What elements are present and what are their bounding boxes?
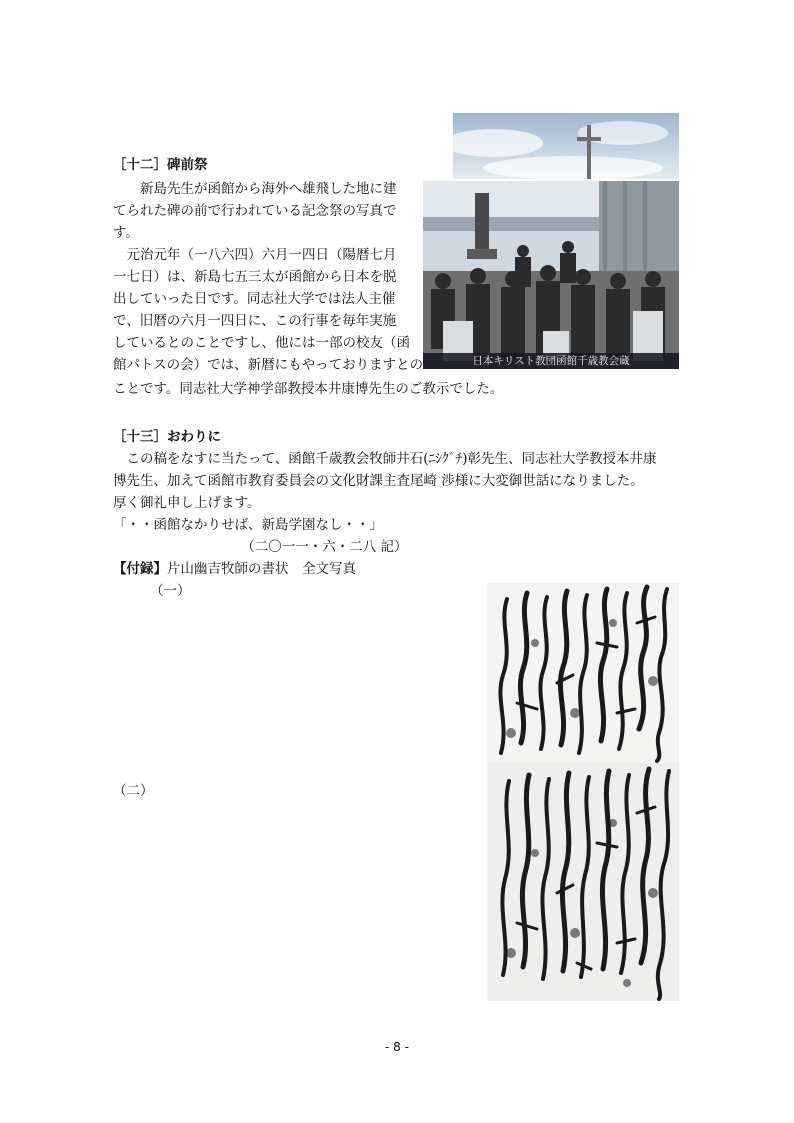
body-line: 一七日）は、新島七五三太が函館から日本を脱 bbox=[113, 269, 397, 285]
body-line: ことです。同志社大学神学部教授本井康博先生のご教示でした。 bbox=[113, 381, 504, 397]
body-line: す。 bbox=[113, 225, 139, 241]
calligraphy-icon bbox=[487, 763, 679, 1001]
appendix-part-label: （一） bbox=[150, 583, 191, 599]
body-line: 館パトスの会）では、新暦にもやっておりますとの bbox=[113, 357, 424, 373]
appendix-title: 片山幽吉牧師の書状 全文写真 bbox=[167, 561, 356, 577]
page-number: - 8 - bbox=[385, 1040, 409, 1054]
appendix-part-label: （二） bbox=[113, 783, 154, 799]
appendix-heading bbox=[113, 560, 356, 578]
memorial-cross-photo bbox=[453, 113, 679, 179]
letter-photo-part2 bbox=[487, 763, 679, 1001]
date-note: （二〇一一・六・二八 記） bbox=[113, 539, 408, 555]
appendix-label: 【付録】 bbox=[113, 561, 167, 577]
section-heading: ［十三］おわりに bbox=[113, 429, 221, 445]
body-line: 元治元年（一八六四）六月一四日（陽暦七月 bbox=[113, 247, 397, 263]
calligraphy-icon bbox=[487, 583, 679, 763]
letter-photo-part1 bbox=[487, 583, 679, 763]
body-line: で、旧暦の六月一四日に、この行事を毎年実施 bbox=[113, 313, 397, 329]
cross-icon bbox=[453, 113, 679, 179]
photo-caption: 日本キリスト教団函館千歳教会蔵 bbox=[423, 353, 679, 369]
body-line: 博先生、加えて函館市教育委員会の文化財課主査尾崎 渉様に大変御世話になりました。 bbox=[113, 473, 644, 489]
body-line: しているとのことですし、他には一部の校友（函 bbox=[113, 335, 410, 351]
crowd-photo-icon bbox=[423, 181, 679, 369]
body-line: 出していった日です。同志社大学では法人主催 bbox=[113, 291, 396, 307]
body-line: 「・・函館なかりせば、新島学園なし・・」 bbox=[113, 517, 383, 533]
memorial-ceremony-photo bbox=[423, 181, 679, 369]
body-line: 新島先生が函館から海外へ雄飛した地に建 bbox=[113, 181, 397, 197]
body-line: てられた碑の前で行われている記念祭の写真で bbox=[113, 203, 397, 219]
body-line: 厚く御礼申し上げます。 bbox=[113, 495, 261, 511]
body-line: この稿をなすに当たって、函館千歳教会牧師井石(ﾆｼｸﾞﾁ)彰先生、同志社大学教授本井康 bbox=[113, 451, 657, 467]
section-heading: ［十二］碑前祭 bbox=[113, 157, 208, 173]
